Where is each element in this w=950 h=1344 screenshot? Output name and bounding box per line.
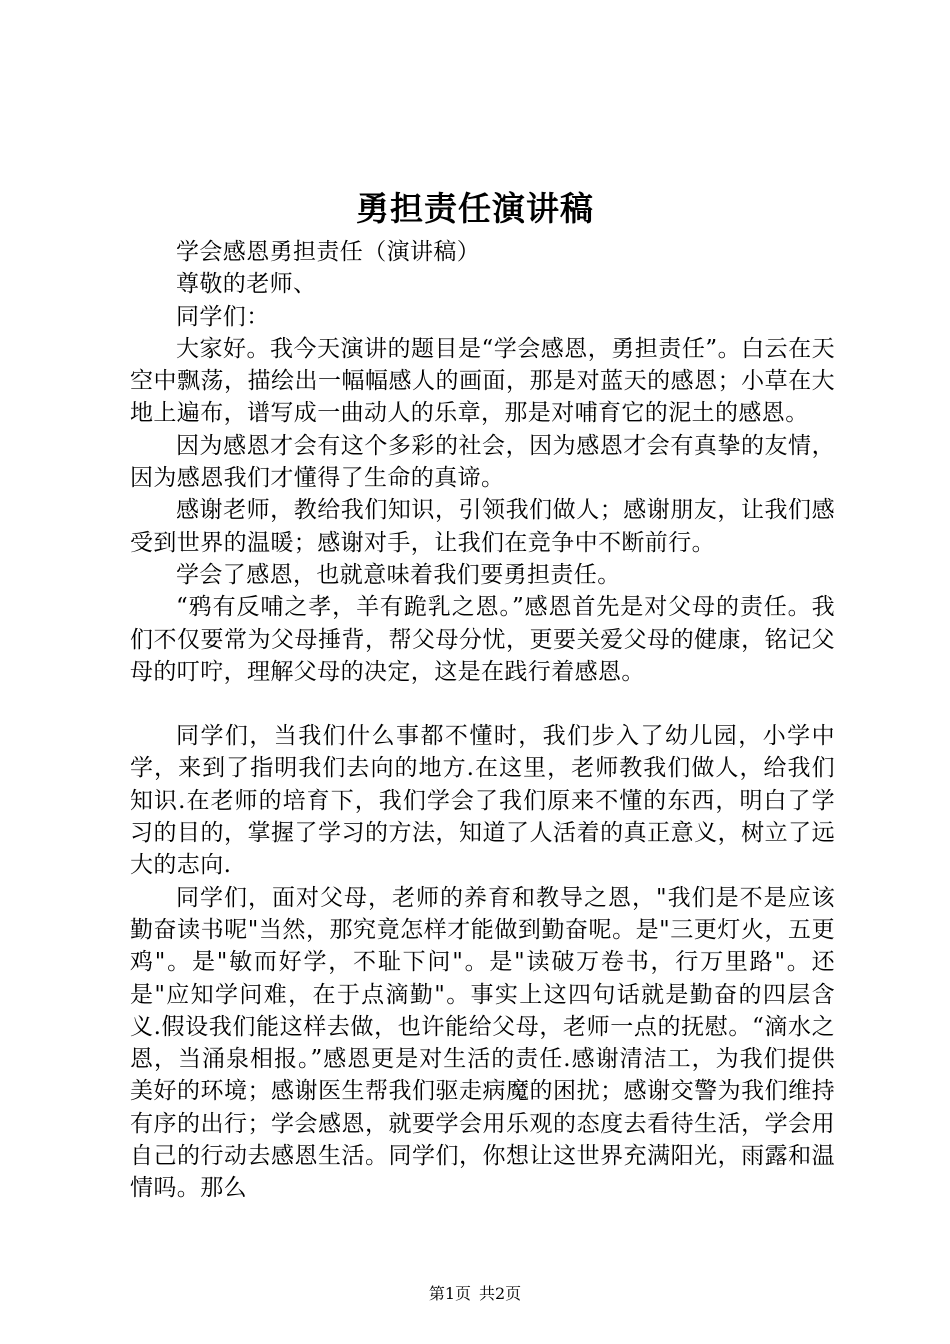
paragraph: 学会了感恩，也就意味着我们要勇担责任。 xyxy=(176,561,621,588)
paragraph: 大家好。我今天演讲的题目是“学会感恩，勇担责任”。白云在天空中飘荡，描绘出一幅幅感人的画面，那是对蓝天的感恩；小草在大地上遍布，谱写成一曲动人的乐章，那是对哺育它的泥土的感恩。 xyxy=(130,335,835,427)
page-footer xyxy=(0,1284,950,1304)
paragraph: 因为感恩才会有这个多彩的社会，因为感恩才会有真挚的友情，因为感恩我们才懂得了生命的真谛。 xyxy=(130,432,835,492)
page-total: 共2页 xyxy=(479,1284,522,1303)
paragraph: 同学们，当我们什么事都不懂时，我们步入了幼儿园，小学中学，来到了指明我们去向的地方.在这里，老师教我们做人，给我们知识.在老师的培育下，我们学会了我们原来不懂的东西，明白了学习的目的，掌握了学习的方法，知道了人活着的真正意义，树立了远大的志向. xyxy=(130,723,835,879)
paragraph-subtitle: 学会感恩勇担责任（演讲稿） xyxy=(176,239,481,265)
paragraph: “鸦有反哺之孝，羊有跪乳之恩。”感恩首先是对父母的责任。我们不仅要常为父母捶背，帮父母分忧，更要关爱父母的健康，铭记父母的叮咛，理解父母的决定，这是在践行着感恩。 xyxy=(130,594,835,685)
paragraph-salutation: 尊敬的老师、 xyxy=(176,271,317,298)
page-number: 第1页 xyxy=(428,1284,471,1303)
paragraph: 同学们，面对父母，老师的养育和教导之恩，"我们是不是应该勤奋读书呢"当然，那究竟怎样才能做到勤奋呢。是"三更灯火，五更鸡"。是"敏而好学，不耻下问"。是"读破万卷书，行万里路"。还是"应知学问难，在于点滴勤"。事实上这四句话就是勤奋的四层含义.假设我们能这样去做，也许能给父母，老师一点的抚慰。“滴水之恩，当涌泉相报。”感恩更是对生活的责任.感谢清洁工，为我们提供美好的环境；感谢医生帮我们驱走病魔的困扰；感谢交警为我们维持有序的出行；学会感恩，就要学会用乐观的态度去看待生活，学会用自己的行动去感恩生活。同学们，你想让这世界充满阳光，雨露和温情吗。那么 xyxy=(130,884,835,1202)
document-body xyxy=(130,236,835,1205)
document-title: 勇担责任演讲稿 xyxy=(356,189,594,228)
paragraph: 感谢老师，教给我们知识，引领我们做人；感谢朋友，让我们感受到世界的温暖；感谢对手，让我们在竞争中不断前行。 xyxy=(130,497,835,556)
paragraph-salutation-2: 同学们： xyxy=(176,303,270,330)
